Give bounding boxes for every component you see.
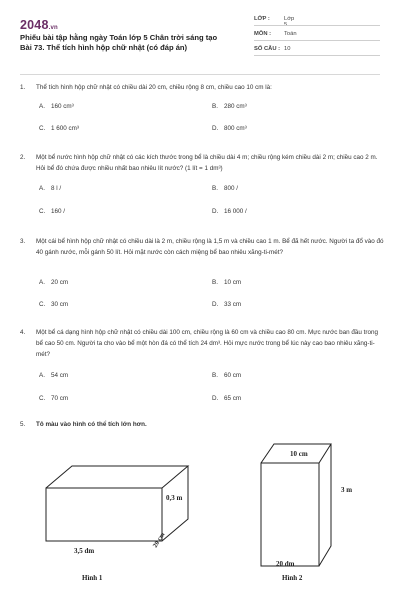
box2-right-face bbox=[319, 444, 331, 566]
question-number: 5. bbox=[20, 421, 26, 428]
figure-2-box[interactable] bbox=[261, 444, 331, 566]
info-value: Lớp 5 bbox=[284, 16, 295, 28]
fig2-bottom-label: 20 dm bbox=[276, 560, 295, 568]
option-text: 70 cm bbox=[51, 395, 69, 402]
fig2-caption: Hình 2 bbox=[282, 574, 303, 582]
option-text: 8 l / bbox=[51, 185, 62, 192]
logo-text: 2048 bbox=[20, 18, 49, 32]
option-letter: D. bbox=[212, 301, 219, 308]
fig2-top-label: 10 cm bbox=[290, 450, 308, 458]
fig1-width-label: 20 cm bbox=[151, 531, 167, 550]
question-text: Một cái bể hình hộp chữ nhật có chiều dài là 2 m, chiều rộng là 1,5 m và chiều cao 1 m. Bể đã hết nước. Người ta đổ vào đó 40 gánh nước, mỗi gánh 50 lít. Hỏi mặt nước còn cách miệng bể bao nhiêu xăng-ti-mét? bbox=[36, 238, 384, 256]
fig2-height-label: 3 m bbox=[341, 486, 353, 494]
option-letter: D. bbox=[212, 395, 219, 402]
info-label: LỚP : bbox=[254, 16, 270, 22]
fig1-height-label: 0,3 m bbox=[166, 494, 183, 502]
option-letter: D. bbox=[212, 208, 219, 215]
question-number: 2. bbox=[20, 154, 26, 161]
option-text: 65 cm bbox=[224, 395, 242, 402]
option-text: 280 cm³ bbox=[224, 103, 247, 110]
question-text: Tô màu vào hình có thể tích lớn hơn. bbox=[36, 421, 147, 428]
option-text: 800 / bbox=[224, 185, 239, 192]
option-text: 1 600 cm³ bbox=[51, 125, 79, 132]
info-label: MÔN : bbox=[254, 31, 272, 37]
option-text: 20 cm bbox=[51, 279, 69, 286]
option-text: 33 cm bbox=[224, 301, 242, 308]
option-text: 160 cm³ bbox=[51, 103, 74, 110]
question-text: Thể tích hình hộp chữ nhật có chiều dài 20 cm, chiều rộng 8 cm, chiều cao 10 cm là: bbox=[36, 84, 272, 91]
option-text: 30 cm bbox=[51, 301, 69, 308]
option-letter: A. bbox=[39, 372, 45, 379]
option-letter: B. bbox=[212, 185, 218, 192]
info-label: SỐ CÂU : bbox=[254, 46, 281, 52]
figure-1-box[interactable] bbox=[46, 466, 188, 541]
option-text: 160 / bbox=[51, 208, 66, 215]
option-letter: C. bbox=[39, 395, 46, 402]
box1-front-face bbox=[46, 488, 162, 541]
question-number: 1. bbox=[20, 84, 26, 91]
option-text: 54 cm bbox=[51, 372, 69, 379]
option-letter: C. bbox=[39, 125, 46, 132]
option-text: 800 cm³ bbox=[224, 125, 247, 132]
option-letter: B. bbox=[212, 103, 218, 110]
question-number: 3. bbox=[20, 238, 26, 245]
option-letter: C. bbox=[39, 208, 46, 215]
fig1-caption: Hình 1 bbox=[82, 574, 103, 582]
document-title: Phiếu bài tập hằng ngày Toán lớp 5 Chân trời sáng tạo Bài 73. Thể tích hình hộp chữ nhật (có đáp án) bbox=[20, 33, 218, 52]
fig1-length-label: 3,5 dm bbox=[74, 547, 95, 555]
option-text: 60 cm bbox=[224, 372, 242, 379]
option-letter: A. bbox=[39, 279, 45, 286]
logo-suffix: .vn bbox=[48, 25, 58, 31]
option-letter: B. bbox=[212, 279, 218, 286]
info-value: Toán bbox=[284, 31, 297, 37]
option-letter: C. bbox=[39, 301, 46, 308]
question-number: 4. bbox=[20, 329, 26, 336]
question-text: Một bể nước hình hộp chữ nhật có các kích thước trong bể là chiều dài 4 m; chiều rộng kém chiều dài 2 m; chiều cao 2 m. Hỏi bể đó chứa được nhiều nhất bao nhiêu lít nước? (1 lít = 1 dm³) bbox=[36, 154, 378, 172]
box2-front-face bbox=[261, 463, 319, 566]
option-text: 10 cm bbox=[224, 279, 242, 286]
option-letter: B. bbox=[212, 372, 218, 379]
question-text: Một bể cá dạng hình hộp chữ nhật có chiều dài 100 cm, chiều rộng là 60 cm và chiều cao 80 cm. Mực nước ban đầu trong bể cao 50 cm. Người ta cho vào bể một hòn đá có thể tích 24 dm³. Hỏi mực nước trong bể lúc này cao bao nhiêu xăng-ti-mét? bbox=[36, 329, 378, 358]
info-value: 10 bbox=[284, 46, 291, 52]
box1-top-face bbox=[46, 466, 188, 488]
option-letter: A. bbox=[39, 103, 45, 110]
option-letter: A. bbox=[39, 185, 45, 192]
option-letter: D. bbox=[212, 125, 219, 132]
option-text: 16 000 / bbox=[224, 208, 247, 215]
